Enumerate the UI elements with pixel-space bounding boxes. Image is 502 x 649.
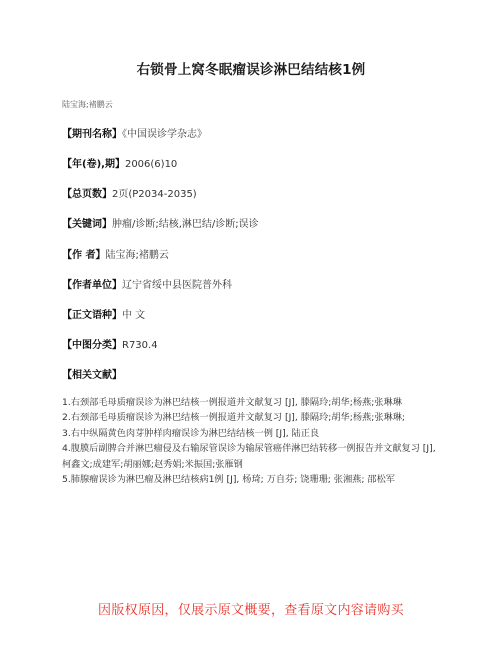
field-value: 辽宁省绥中县医院普外科 [122,280,232,291]
field-value: 肿瘤/诊断;结核,淋巴结/诊断;误诊 [112,219,259,230]
field-value: 2006(6)10 [124,159,178,170]
field-pages [62,185,197,200]
reference-item[interactable]: 5.肺腺瘤误诊为淋巴瘤及淋巴结核病1例 [J], 杨琦; 万自芬; 饶珊珊; 张湘燕; 邵松军 [62,474,395,486]
field-label: 【总页数】 [62,189,112,200]
copyright-notice[interactable]: 因版权原因，仅展示原文概要，查看原文内容请购买 [98,603,404,618]
field-value: R730.4 [122,340,158,351]
field-value: 中 文 [122,310,146,321]
field-label: 【相关文献】 [62,370,122,381]
field-label: 【关键词】 [62,219,112,230]
field-related-literature [62,366,122,381]
reference-item[interactable]: 1.右颈部毛母质瘤误诊为淋巴结核一例报道并文献复习 [J], 滕隔玲;胡华;杨燕;张琳琳 [62,397,402,408]
field-author [62,246,169,261]
field-keywords [62,215,259,230]
field-journal [62,125,207,140]
authors-line: 陆宝海;褚鹏云 [62,100,113,109]
field-value: 《中国误诊学杂志》 [122,129,207,140]
field-label: 【期刊名称】 [62,129,122,140]
document-title: 右锁骨上窝冬眠瘤误诊淋巴结结核1例 [136,62,366,78]
field-value: 2页(P2034-2035) [112,189,197,200]
field-language [62,306,145,321]
reference-item[interactable]: 2.右颈部毛母质瘤误诊为淋巴结核一例报道并文献复习 [J], 滕隔玲;胡华;杨燕;张琳琳; [62,412,405,424]
field-year-volume [62,155,177,170]
field-label: 【作 者】 [62,250,106,261]
reference-item[interactable]: 3.右中纵隔黄色肉芽肿样肉瘤误诊为淋巴结结核一例 [J], 陆正良 [62,427,320,439]
field-label: 【正文语种】 [62,310,122,321]
field-classification [62,336,158,351]
reference-list [62,395,442,487]
field-label: 【作者单位】 [62,280,122,291]
field-affiliation [62,276,232,291]
field-label: 【中图分类】 [62,340,122,351]
field-value: 陆宝海;褚鹏云 [105,250,169,261]
field-label: 【年(卷),期】 [62,159,125,170]
reference-item[interactable]: 4.腹膜后副脾合并淋巴瘤侵及右输尿管误诊为输尿管癌伴淋巴结转移一例报告并文献复习 [J], 柯鑫文;成建军;胡丽娜;赵秀娟;米振国;张雁钢 [62,443,436,470]
